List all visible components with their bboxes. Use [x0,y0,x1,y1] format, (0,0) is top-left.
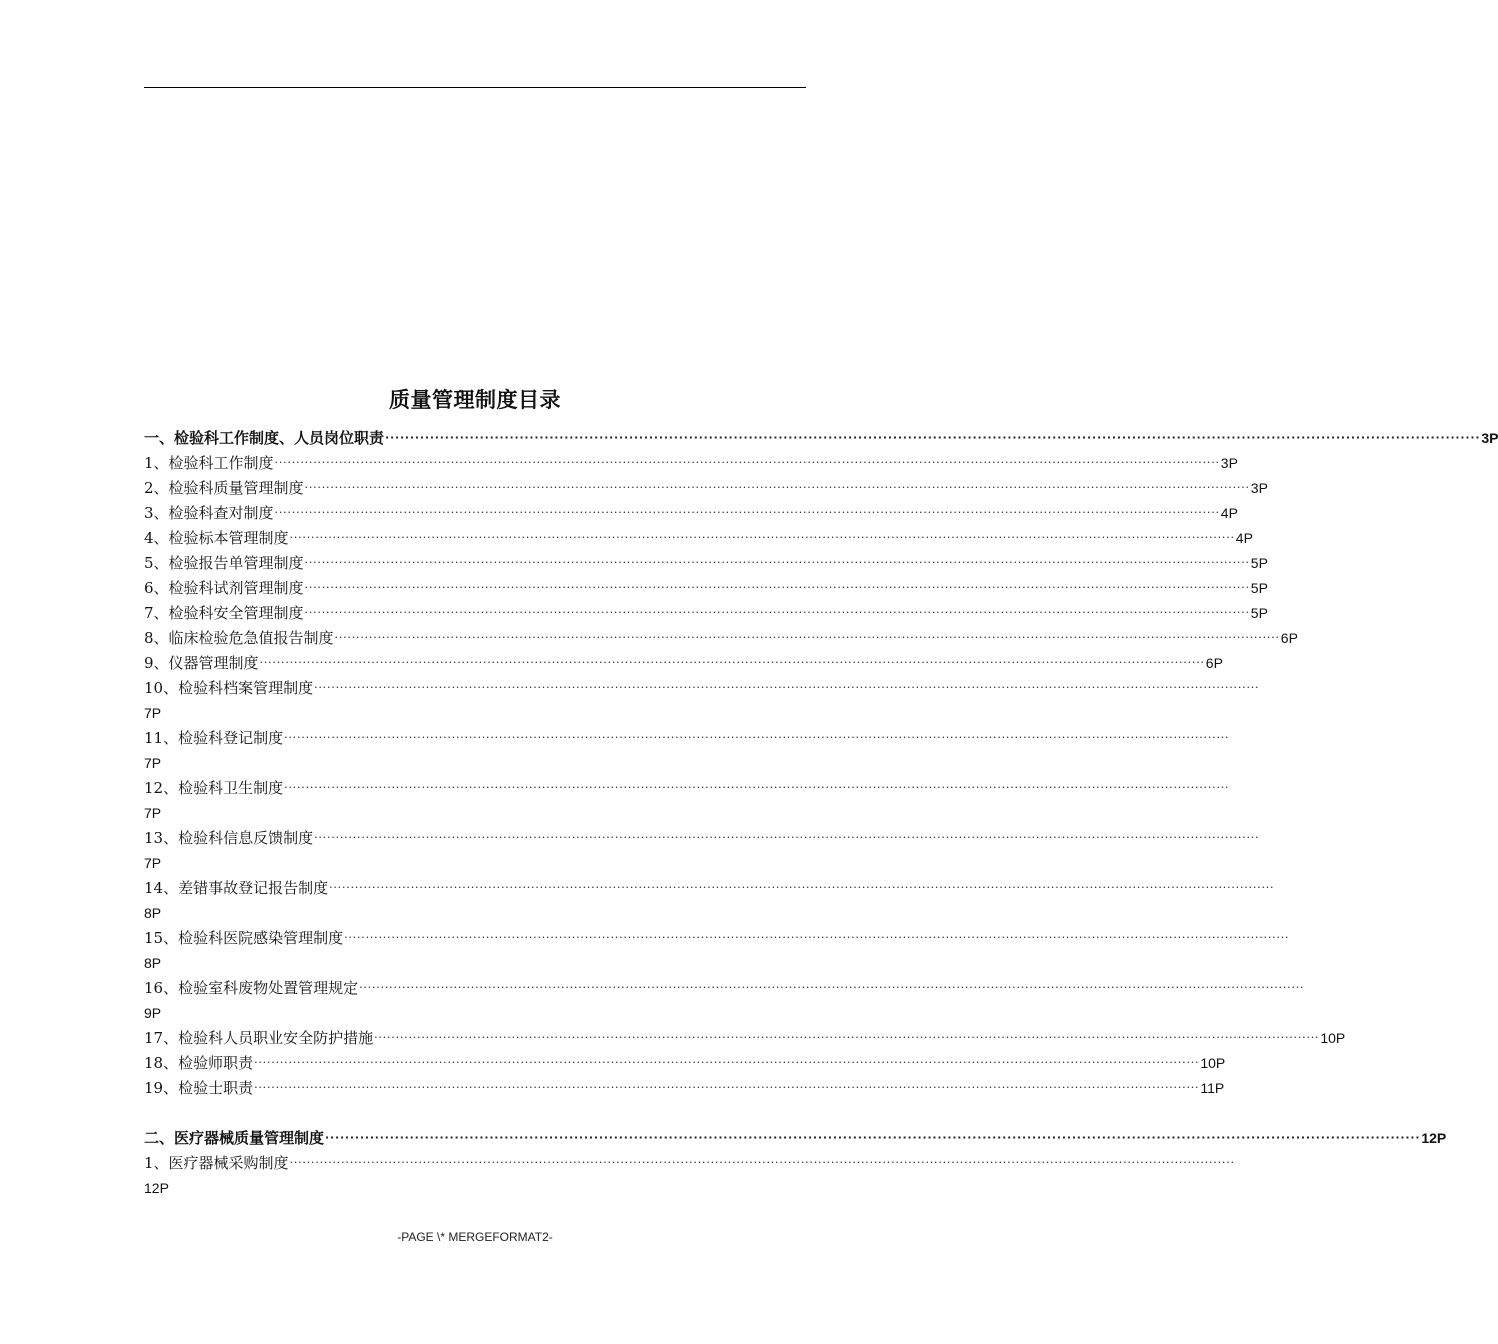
toc-entry-page-line [144,849,806,874]
toc-entry-label: 17、检验科人员职业安全防护措施 [144,1029,374,1047]
toc-entry[interactable] [144,674,1260,699]
header-rule [144,87,806,88]
toc-entry-page: 6P [1205,655,1223,671]
toc-entry-page: 12P [1421,1130,1447,1146]
toc-section-entry[interactable] [144,424,1498,449]
toc-entry[interactable] [144,774,1230,799]
toc-entry-page: 5P [1250,605,1268,621]
toc-entry-page-line [144,999,806,1024]
toc-leader-dots: ···························································································································································································································· [344,931,1290,944]
toc-entry-page-line [144,899,806,924]
toc-entry-page: 10P [1200,1055,1226,1071]
toc-entry[interactable] [144,1024,1346,1049]
toc-leader-dots: ···························································································································································································································· [314,831,1260,844]
toc-entry[interactable] [144,499,1238,524]
toc-entry[interactable] [144,874,1275,899]
toc-leader-dots: ···························································································································································································································· [304,581,1250,594]
toc-entry-page: 10P [1320,1030,1346,1046]
toc-entry-label: 7、检验科安全管理制度 [144,604,304,622]
toc-entry[interactable] [144,649,1223,674]
toc-leader-dots: ···························································································································································································································· [385,431,1481,444]
toc-entry-label: 11、检验科登记制度 [144,729,284,747]
toc-entry-page: 3P [1481,430,1498,446]
toc-section-entry[interactable] [144,1124,1447,1149]
toc-leader-dots: ···························································································································································································································· [274,456,1220,469]
toc-entry-page: 11P [1200,1080,1225,1096]
toc-leader-dots: ···························································································································································································································· [304,481,1250,494]
toc-entry[interactable] [144,449,1238,474]
toc-leader-dots: ···························································································································································································································· [284,731,1230,744]
toc-entry-label: 10、检验科档案管理制度 [144,679,314,697]
toc-entry-label: 1、医疗器械采购制度 [144,1154,289,1172]
toc-entry-label: 1、检验科工作制度 [144,454,274,472]
toc-entry-page: 6P [1280,630,1298,646]
toc-entry[interactable] [144,974,1305,999]
toc-entry[interactable] [144,599,1268,624]
toc-entry-page-line [144,949,806,974]
toc-leader-dots: ···························································································································································································································· [334,631,1280,644]
toc-entry-page: 3P [1250,480,1268,496]
toc-entry[interactable] [144,824,1260,849]
toc-leader-dots: ···························································································································································································································· [254,1081,1200,1094]
toc-leader-dots: ···························································································································································································································· [314,681,1260,694]
toc-entry-page: 9P [144,1005,162,1021]
toc-entry-page: 3P [1220,455,1238,471]
toc-entry[interactable] [144,524,1253,549]
toc-entry-page-line [144,699,806,724]
toc-entry-label: 14、差错事故登记报告制度 [144,879,329,897]
toc-entry[interactable] [144,624,1298,649]
toc-entry-page: 4P [1235,530,1253,546]
toc-entry-label: 19、检验士职责 [144,1079,254,1097]
toc-entry[interactable] [144,724,1230,749]
toc-entry-page: 7P [144,805,162,821]
toc-leader-dots: ···························································································································································································································· [374,1031,1320,1044]
toc-entry-page-line [144,749,806,774]
toc-leader-dots: ···························································································································································································································· [289,531,1235,544]
toc-entry-label: 二、医疗器械质量管理制度 [144,1129,325,1147]
toc-entry-label: 12、检验科卫生制度 [144,779,284,797]
toc-leader-dots: ···························································································································································································································· [274,506,1220,519]
toc-leader-dots: ···························································································································································································································· [325,1131,1421,1144]
document-title: 质量管理制度目录 [389,388,561,412]
toc-entry-label: 13、检验科信息反馈制度 [144,829,314,847]
toc-entry[interactable] [144,474,1268,499]
toc-entry[interactable] [144,574,1268,599]
toc-leader-dots: ···························································································································································································································· [304,556,1250,569]
table-of-contents [144,424,1498,1199]
toc-entry[interactable] [144,1149,1235,1174]
toc-entry-label: 15、检验科医院感染管理制度 [144,929,344,947]
toc-entry-label: 4、检验标本管理制度 [144,529,289,547]
toc-entry-page: 7P [144,705,162,721]
toc-leader-dots: ···························································································································································································································· [359,981,1305,994]
toc-entry[interactable] [144,1049,1226,1074]
toc-entry-page: 5P [1250,555,1268,571]
toc-entry-page: 7P [144,755,162,771]
toc-entry-label: 2、检验科质量管理制度 [144,479,304,497]
toc-leader-dots: ···························································································································································································································· [259,656,1205,669]
toc-entry-label: 8、临床检验危急值报告制度 [144,629,334,647]
toc-entry-page: 5P [1250,580,1268,596]
toc-entry-page: 7P [144,855,162,871]
toc-leader-dots: ···························································································································································································································· [304,606,1250,619]
toc-entry-label: 16、检验室科废物处置管理规定 [144,979,359,997]
toc-leader-dots: ···························································································································································································································· [254,1056,1200,1069]
toc-entry-page: 8P [144,905,162,921]
toc-entry-label: 5、检验报告单管理制度 [144,554,304,572]
toc-entry-page: 12P [144,1180,169,1196]
toc-leader-dots: ···························································································································································································································· [289,1156,1235,1169]
toc-entry[interactable] [144,924,1290,949]
toc-entry[interactable] [144,1074,1225,1099]
toc-leader-dots: ···························································································································································································································· [329,881,1275,894]
toc-entry-page-line [144,799,806,824]
toc-entry-label: 18、检验师职责 [144,1054,254,1072]
toc-entry-label: 一、检验科工作制度、人员岗位职责 [144,429,385,447]
toc-entry-label: 3、检验科查对制度 [144,504,274,522]
toc-entry-label: 9、仪器管理制度 [144,654,259,672]
toc-leader-dots: ···························································································································································································································· [284,781,1230,794]
page-footer: -PAGE \* MERGEFORMAT2- [397,1230,553,1244]
toc-entry-label: 6、检验科试剂管理制度 [144,579,304,597]
toc-entry[interactable] [144,549,1268,574]
toc-entry-page: 4P [1220,505,1238,521]
toc-entry-page-line [144,1174,806,1199]
toc-entry-page: 8P [144,955,162,971]
